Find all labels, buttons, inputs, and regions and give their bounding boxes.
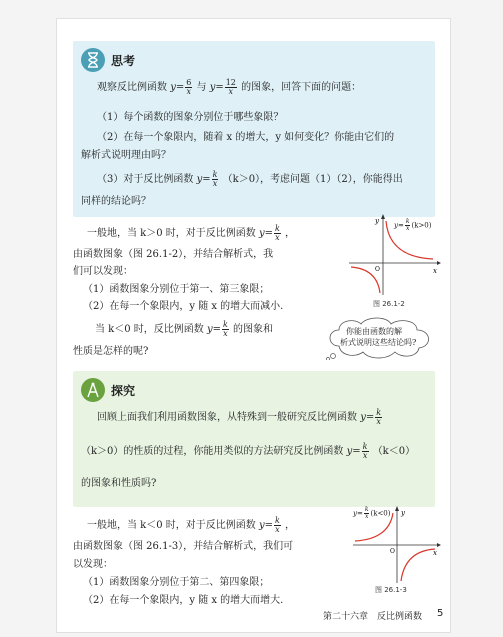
think-question-1: （1）每个函数的图象分别位于哪些象限？ xyxy=(97,112,284,123)
fraction: $\frac{k}{x}$ xyxy=(376,408,382,426)
think-question-2a: （2）在每一个象限内，随着 x 的增大，y 如何变化？你能由它们的 xyxy=(97,132,395,143)
caption-26-1-2: 图 26.1-2 xyxy=(373,300,405,308)
section1-line4: 当 k＜0 时，反比例函数 y= $\frac{k}{x}$ 的图象和 xyxy=(95,320,274,338)
chapter-footer: 第二十六章 反比例函数 xyxy=(323,612,423,622)
fraction: $\frac{6}{x}$ xyxy=(186,78,192,96)
cloud-text-1: 你能由函数的解 xyxy=(346,327,402,336)
explore-line2: （k＞0）的性质的过程，你能用类似的方法研究反比例函数 y= $\frac{k}{x}$ （k＜0） xyxy=(81,442,416,460)
section1-line2: 由函数图象（图 26.1-2），并结合解析式，我 xyxy=(73,249,274,260)
think-title: 思考 xyxy=(111,53,136,68)
explore-title: 探究 xyxy=(111,383,136,398)
section2-line1: 一般地，当 k＜0 时，对于反比例函数 y= $\frac{k}{x}$ ， xyxy=(87,516,296,534)
textbook-page xyxy=(56,18,451,633)
fraction: $\frac{k}{x}$ xyxy=(275,516,280,534)
axis-label-x: x xyxy=(433,267,437,275)
origin-label: O xyxy=(390,548,395,555)
compass-icon xyxy=(81,378,105,402)
origin-label: O xyxy=(375,266,380,273)
explore-header xyxy=(81,377,135,403)
section1-line3: 们可以发现： xyxy=(73,266,133,277)
fraction: $\frac{12}{x}$ xyxy=(225,78,236,96)
section2-point2: （2）在每一个象限内，y 随 x 的增大而增大. xyxy=(83,595,284,606)
x-axis-arrow xyxy=(437,543,441,547)
cloud-text-2: 析式说明这些结论吗? xyxy=(340,338,417,347)
think-question-3c: 同样的结论吗？ xyxy=(81,196,151,207)
fraction: $\frac{k}{x}$ xyxy=(212,170,218,188)
caption-26-1-3: 图 26.1-3 xyxy=(375,586,407,594)
y-axis-arrow xyxy=(381,214,385,219)
fraction: $\frac{k}{x}$ xyxy=(223,320,228,338)
think-question-3a: （3）对于反比例函数 y= $\frac{k}{x}$ （k＞0），考虑问题（1）（2），你能得出 xyxy=(97,170,403,188)
axis-label-y: y xyxy=(401,509,405,517)
section1-point2: （2）在每一个象限内，y 随 x 的增大而减小. xyxy=(83,301,284,312)
fraction: $\frac{k}{x}$ xyxy=(275,224,280,242)
explore-box xyxy=(73,371,435,507)
section2-point1: （1）函数图象分别位于第二、第四象限； xyxy=(83,577,270,588)
curve-quadrant-4 xyxy=(401,549,435,581)
axis-label-x: x xyxy=(433,549,437,557)
think-box xyxy=(73,41,435,217)
axis-label-y: y xyxy=(375,217,379,225)
section1-line1: 一般地，当 k＞0 时，对于反比例函数 y= $\frac{k}{x}$ ， xyxy=(87,224,296,242)
section2-line2: 由函数图象（图 26.1-3），并结合解析式，我们可 xyxy=(73,541,294,552)
hourglass-icon xyxy=(81,48,105,72)
explore-line1: 回顾上面我们利用函数图象，从特殊到一般研究反比例函数 y= $\frac{k}{x}$ xyxy=(97,408,382,426)
graph2-function-label: y= $\frac{k}{x}$ (k<0) xyxy=(353,506,391,520)
fraction: $\frac{k}{x}$ xyxy=(362,442,368,460)
page-number: 5 xyxy=(437,608,444,619)
explore-line3: 的图象和性质吗? xyxy=(81,478,157,489)
section1-line5: 性质是怎样的呢? xyxy=(73,346,149,357)
y-axis-arrow xyxy=(395,506,399,511)
x-axis-arrow xyxy=(437,261,441,265)
think-question-2b: 解析式说明理由吗？ xyxy=(81,150,171,161)
think-header xyxy=(81,47,135,73)
think-intro: 观察反比例函数 y= $\frac{6}{x}$ 与 y= $\frac{12}{x}$ 的图象，回答下面的问题： xyxy=(97,78,362,96)
graph1-function-label: y= $\frac{k}{x}$ (k>0) xyxy=(394,218,432,232)
section1-point1: （1）函数图象分别位于第一、第三象限； xyxy=(83,284,270,295)
section2-line3: 以发现： xyxy=(73,559,113,570)
